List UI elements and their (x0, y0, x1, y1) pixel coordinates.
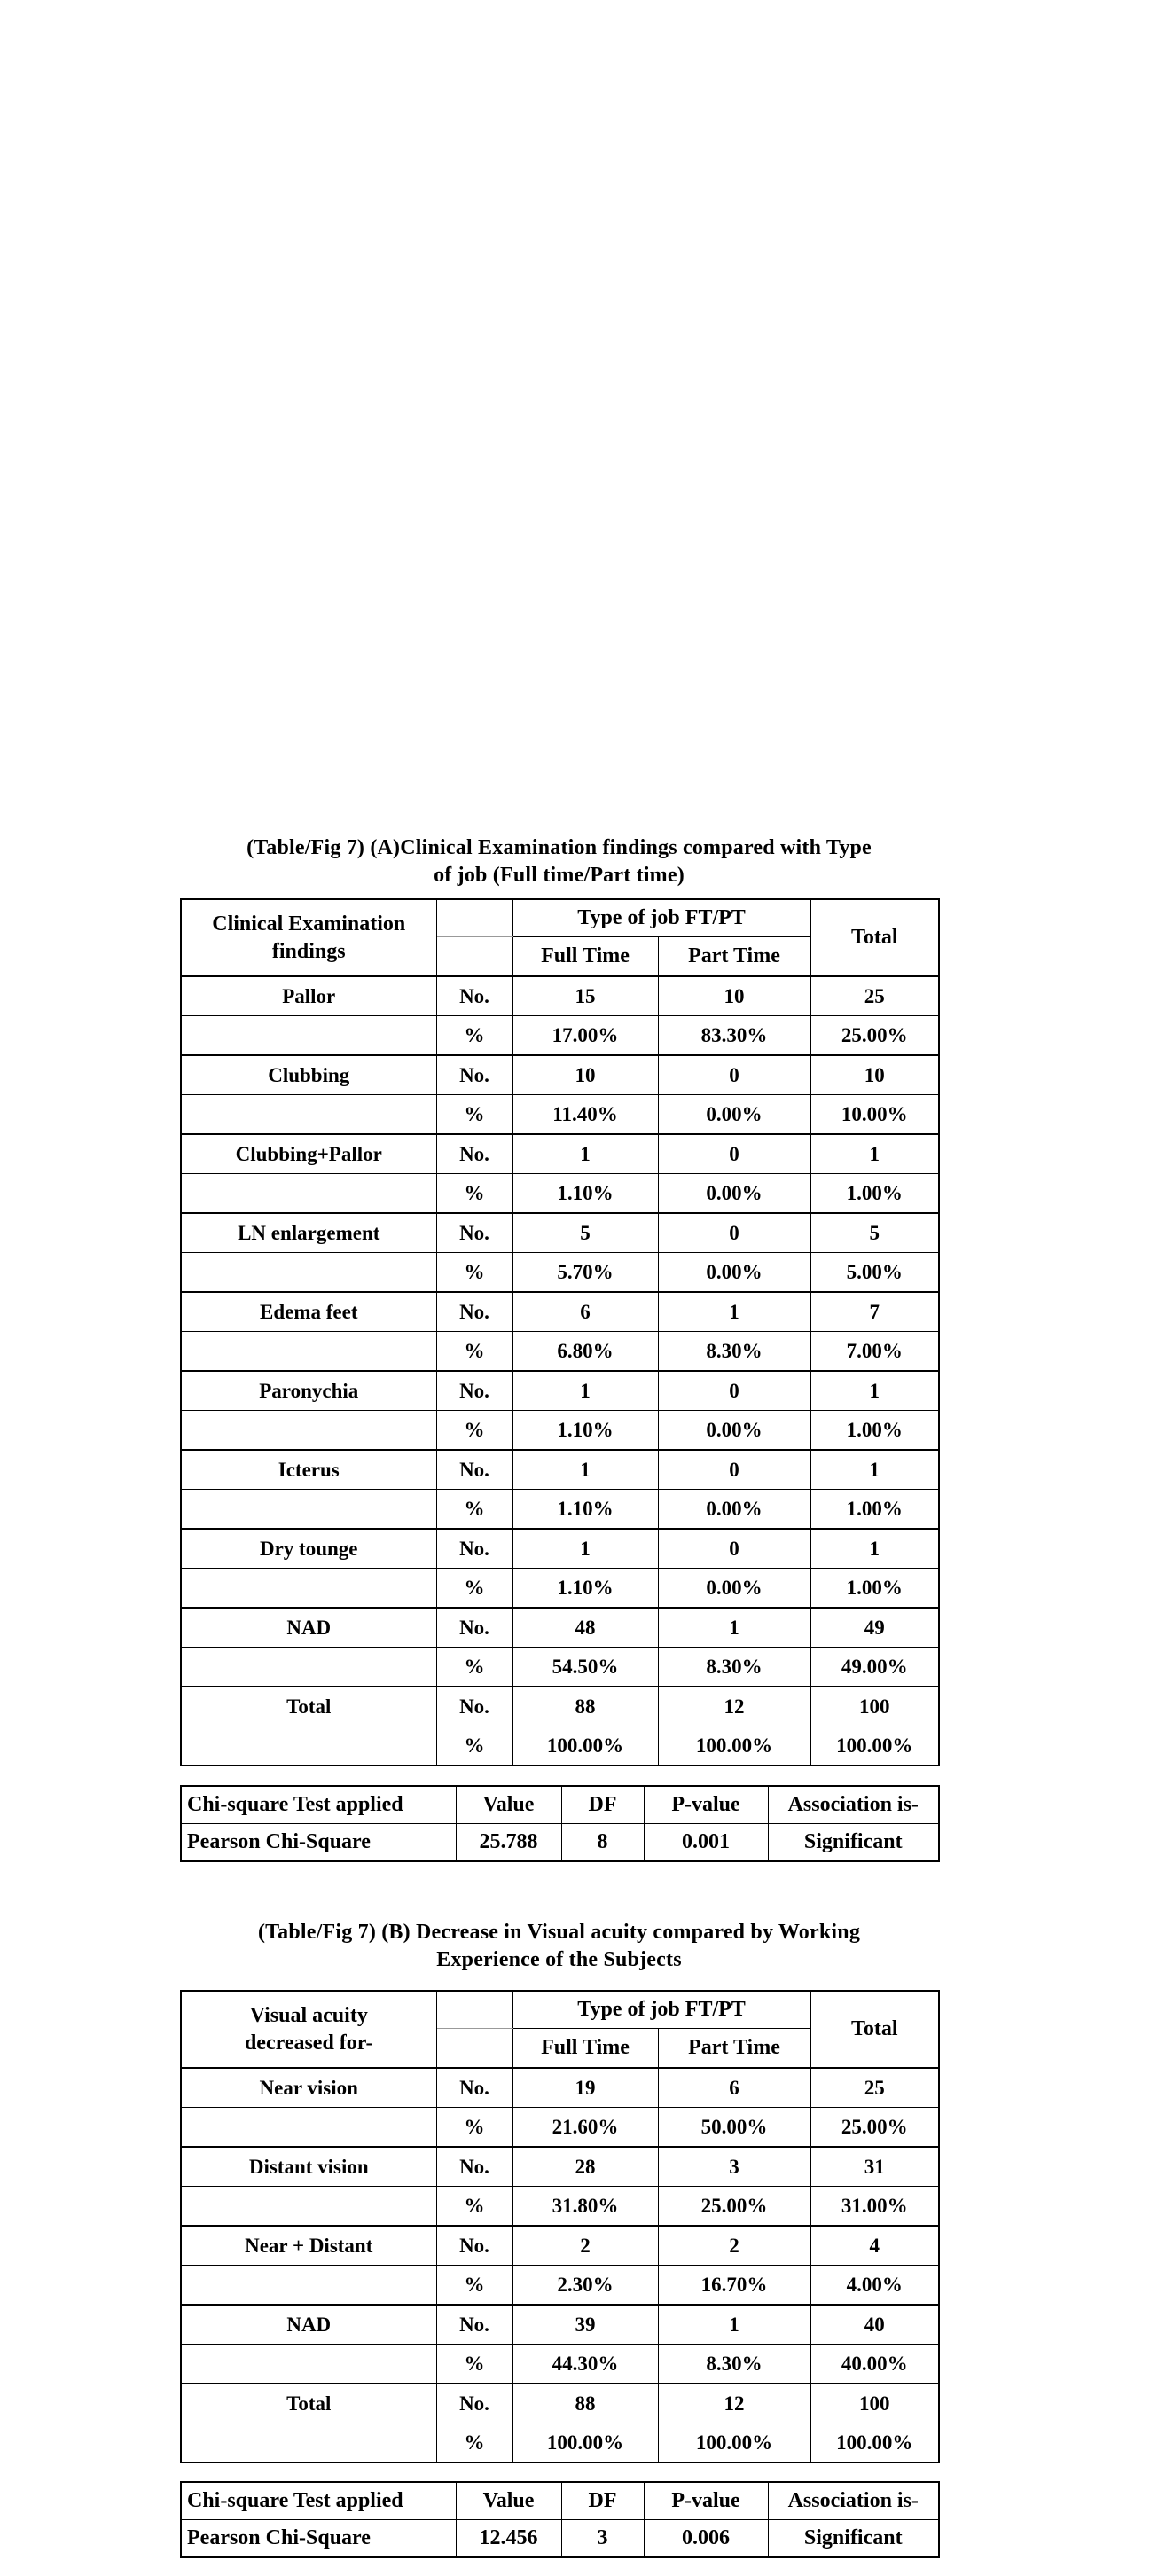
count-row (181, 1529, 939, 1569)
full-time-cell: 39 (512, 2305, 658, 2345)
chi-header-df: DF (561, 1786, 644, 1824)
part-time-cell: 12 (658, 2384, 810, 2423)
col-header-findings-line2: findings (271, 939, 346, 963)
percent-row (181, 1726, 939, 1766)
measure-cell: No. (436, 2384, 512, 2423)
full-time-cell: 2 (512, 2226, 658, 2266)
full-time-cell: 28 (512, 2147, 658, 2187)
count-row (181, 1292, 939, 1332)
full-time-cell: 1.10% (512, 1490, 658, 1530)
percent-row (181, 1253, 939, 1293)
count-row (181, 1450, 939, 1490)
percent-row (181, 2266, 939, 2306)
count-row (181, 2068, 939, 2108)
row-label-cell (181, 1174, 436, 1214)
full-time-cell: 88 (512, 2384, 658, 2423)
full-time-cell: 54.50% (512, 1648, 658, 1687)
chi-pvalue: 0.001 (644, 1824, 768, 1862)
measure-cell: % (436, 2187, 512, 2227)
row-label-cell: Total (181, 2384, 436, 2423)
table-a-title-line2: of job (Full time/Part time) (434, 864, 685, 887)
chi-square-table-b (180, 2481, 940, 2558)
count-row (181, 1213, 939, 1253)
full-time-cell: 1 (512, 1529, 658, 1569)
row-label-cell (181, 1095, 436, 1135)
chi-header-pvalue: P-value (644, 2482, 768, 2520)
row-label-cell: Pallor (181, 976, 436, 1016)
header-row-1 (181, 1991, 939, 2029)
part-time-cell: 0.00% (658, 1490, 810, 1530)
col-header-job-type: Type of job FT/PT (512, 1991, 810, 2029)
row-label-cell (181, 1490, 436, 1530)
percent-row (181, 1569, 939, 1609)
chi-pvalue: 0.006 (644, 2520, 768, 2558)
measure-cell: % (436, 1726, 512, 1766)
row-label-cell: LN enlargement (181, 1213, 436, 1253)
full-time-cell: 44.30% (512, 2345, 658, 2384)
total-cell: 1.00% (810, 1569, 939, 1609)
col-header-job-type: Type of job FT/PT (512, 899, 810, 937)
row-label-cell: Near + Distant (181, 2226, 436, 2266)
count-row (181, 1608, 939, 1648)
part-time-cell: 0 (658, 1134, 810, 1174)
part-time-cell: 1 (658, 2305, 810, 2345)
chi-value: 12.456 (456, 2520, 561, 2558)
row-label-cell (181, 1253, 436, 1293)
row-label-cell: Clubbing+Pallor (181, 1134, 436, 1174)
part-time-cell: 0 (658, 1213, 810, 1253)
measure-cell: No. (436, 976, 512, 1016)
total-cell: 5 (810, 1213, 939, 1253)
row-label-cell: Edema feet (181, 1292, 436, 1332)
total-cell: 7 (810, 1292, 939, 1332)
percent-row (181, 1095, 939, 1135)
part-time-cell: 0.00% (658, 1411, 810, 1451)
count-row (181, 1687, 939, 1726)
row-label-cell: Total (181, 1687, 436, 1726)
measure-cell: No. (436, 1371, 512, 1411)
table-a-title-line1: (Table/Fig 7) (A)Clinical Examination findings compared with Type (246, 836, 872, 859)
full-time-cell: 31.80% (512, 2187, 658, 2227)
count-row (181, 2384, 939, 2423)
part-time-cell: 10 (658, 976, 810, 1016)
col-header-full-time: Full Time (512, 937, 658, 977)
part-time-cell: 0.00% (658, 1095, 810, 1135)
row-label-cell (181, 2266, 436, 2306)
chi-header-value: Value (456, 1786, 561, 1824)
part-time-cell: 100.00% (658, 1726, 810, 1766)
chi-value-row (181, 2520, 939, 2558)
row-label-cell: Near vision (181, 2068, 436, 2108)
measure-cell: % (436, 1648, 512, 1687)
chi-header-test: Chi-square Test applied (181, 1786, 456, 1824)
total-cell: 100 (810, 2384, 939, 2423)
part-time-cell: 1 (658, 1292, 810, 1332)
part-time-cell: 0.00% (658, 1253, 810, 1293)
chi-header-association: Association is- (768, 2482, 939, 2520)
row-label-cell (181, 1648, 436, 1687)
part-time-cell: 0.00% (658, 1569, 810, 1609)
full-time-cell: 1 (512, 1134, 658, 1174)
blank-header-cell (436, 899, 512, 937)
measure-cell: No. (436, 1450, 512, 1490)
col-header-visual-acuity-line1: Visual acuity (249, 2003, 368, 2027)
total-cell: 5.00% (810, 1253, 939, 1293)
visual-acuity-table (180, 1990, 940, 2463)
row-label-cell (181, 1332, 436, 1372)
total-cell: 49.00% (810, 1648, 939, 1687)
row-label-cell: Distant vision (181, 2147, 436, 2187)
percent-row (181, 1332, 939, 1372)
part-time-cell: 83.30% (658, 1016, 810, 1056)
total-cell: 1 (810, 1529, 939, 1569)
measure-cell: No. (436, 2226, 512, 2266)
part-time-cell: 1 (658, 1608, 810, 1648)
part-time-cell: 2 (658, 2226, 810, 2266)
total-cell: 25.00% (810, 2108, 939, 2148)
full-time-cell: 15 (512, 976, 658, 1016)
row-label-cell: NAD (181, 2305, 436, 2345)
count-row (181, 1055, 939, 1095)
full-time-cell: 6.80% (512, 1332, 658, 1372)
blank-header-cell (436, 1991, 512, 2029)
chi-header-row (181, 1786, 939, 1824)
percent-row (181, 1174, 939, 1214)
part-time-cell: 0 (658, 1450, 810, 1490)
col-header-visual-acuity-line2: decreased for- (244, 2031, 373, 2055)
clinical-findings-table (180, 898, 940, 1766)
part-time-cell: 0 (658, 1055, 810, 1095)
total-cell: 100.00% (810, 1726, 939, 1766)
part-time-cell: 25.00% (658, 2187, 810, 2227)
total-cell: 100.00% (810, 2423, 939, 2463)
chi-value-row (181, 1824, 939, 1862)
part-time-cell: 8.30% (658, 1332, 810, 1372)
total-cell: 4 (810, 2226, 939, 2266)
measure-cell: % (436, 1569, 512, 1609)
total-cell: 25.00% (810, 1016, 939, 1056)
total-cell: 10.00% (810, 1095, 939, 1135)
full-time-cell: 100.00% (512, 1726, 658, 1766)
table-b-title-line1: (Table/Fig 7) (B) Decrease in Visual acuity compared by Working (257, 1921, 861, 1944)
part-time-cell: 0.00% (658, 1174, 810, 1214)
percent-row (181, 2423, 939, 2463)
chi-header-pvalue: P-value (644, 1786, 768, 1824)
total-cell: 100 (810, 1687, 939, 1726)
percent-row (181, 1016, 939, 1056)
full-time-cell: 1 (512, 1371, 658, 1411)
chi-association: Significant (768, 2520, 939, 2558)
full-time-cell: 2.30% (512, 2266, 658, 2306)
row-label-cell: Clubbing (181, 1055, 436, 1095)
percent-row (181, 1490, 939, 1530)
total-cell: 4.00% (810, 2266, 939, 2306)
col-header-full-time: Full Time (512, 2029, 658, 2069)
row-label-cell: Icterus (181, 1450, 436, 1490)
full-time-cell: 19 (512, 2068, 658, 2108)
measure-cell: % (436, 1332, 512, 1372)
full-time-cell: 100.00% (512, 2423, 658, 2463)
measure-cell: % (436, 2108, 512, 2148)
total-cell: 1 (810, 1371, 939, 1411)
row-label-cell (181, 1016, 436, 1056)
row-label-cell: Paronychia (181, 1371, 436, 1411)
measure-cell: % (436, 2423, 512, 2463)
table-b-title (180, 1919, 938, 1974)
measure-cell: No. (436, 2305, 512, 2345)
chi-value: 25.788 (456, 1824, 561, 1862)
measure-cell: % (436, 1095, 512, 1135)
count-row (181, 2226, 939, 2266)
row-label-cell (181, 2108, 436, 2148)
measure-cell: % (436, 1411, 512, 1451)
row-label-cell (181, 1569, 436, 1609)
chi-header-value: Value (456, 2482, 561, 2520)
row-label-cell (181, 1726, 436, 1766)
chi-header-test: Chi-square Test applied (181, 2482, 456, 2520)
total-cell: 31 (810, 2147, 939, 2187)
full-time-cell: 5 (512, 1213, 658, 1253)
part-time-cell: 16.70% (658, 2266, 810, 2306)
col-header-total: Total (810, 1991, 939, 2068)
count-row (181, 2305, 939, 2345)
measure-cell: No. (436, 1687, 512, 1726)
measure-cell: No. (436, 1608, 512, 1648)
part-time-cell: 8.30% (658, 2345, 810, 2384)
measure-cell: % (436, 1490, 512, 1530)
part-time-cell: 100.00% (658, 2423, 810, 2463)
part-time-cell: 8.30% (658, 1648, 810, 1687)
chi-header-df: DF (561, 2482, 644, 2520)
part-time-cell: 12 (658, 1687, 810, 1726)
total-cell: 49 (810, 1608, 939, 1648)
chi-header-row (181, 2482, 939, 2520)
percent-row (181, 1411, 939, 1451)
total-cell: 7.00% (810, 1332, 939, 1372)
header-row-1 (181, 899, 939, 937)
percent-row (181, 2345, 939, 2384)
full-time-cell: 5.70% (512, 1253, 658, 1293)
count-row (181, 976, 939, 1016)
count-row (181, 2147, 939, 2187)
part-time-cell: 50.00% (658, 2108, 810, 2148)
total-cell: 1 (810, 1450, 939, 1490)
chi-df: 8 (561, 1824, 644, 1862)
total-cell: 1.00% (810, 1490, 939, 1530)
total-cell: 25 (810, 2068, 939, 2108)
chi-test-name: Pearson Chi-Square (181, 2520, 456, 2558)
row-label-cell (181, 2423, 436, 2463)
measure-cell: No. (436, 1134, 512, 1174)
table-a-title (180, 834, 938, 889)
total-cell: 1.00% (810, 1411, 939, 1451)
percent-row (181, 2187, 939, 2227)
chi-header-association: Association is- (768, 1786, 939, 1824)
col-header-findings (181, 899, 436, 976)
measure-cell: No. (436, 2147, 512, 2187)
full-time-cell: 88 (512, 1687, 658, 1726)
row-label-cell: NAD (181, 1608, 436, 1648)
full-time-cell: 1.10% (512, 1569, 658, 1609)
count-row (181, 1371, 939, 1411)
part-time-cell: 3 (658, 2147, 810, 2187)
col-header-findings-line1: Clinical Examination (212, 912, 406, 936)
row-label-cell: Dry tounge (181, 1529, 436, 1569)
full-time-cell: 1.10% (512, 1174, 658, 1214)
total-cell: 40 (810, 2305, 939, 2345)
full-time-cell: 17.00% (512, 1016, 658, 1056)
col-header-visual-acuity (181, 1991, 436, 2068)
measure-cell: % (436, 2266, 512, 2306)
row-label-cell (181, 2345, 436, 2384)
full-time-cell: 1.10% (512, 1411, 658, 1451)
total-cell: 25 (810, 976, 939, 1016)
blank-header-cell (436, 2029, 512, 2069)
chi-square-table-a (180, 1785, 940, 1862)
full-time-cell: 21.60% (512, 2108, 658, 2148)
chi-test-name: Pearson Chi-Square (181, 1824, 456, 1862)
col-header-part-time: Part Time (658, 2029, 810, 2069)
total-cell: 1 (810, 1134, 939, 1174)
measure-cell: No. (436, 1292, 512, 1332)
measure-cell: % (436, 1253, 512, 1293)
full-time-cell: 10 (512, 1055, 658, 1095)
measure-cell: No. (436, 2068, 512, 2108)
total-cell: 31.00% (810, 2187, 939, 2227)
full-time-cell: 11.40% (512, 1095, 658, 1135)
measure-cell: No. (436, 1055, 512, 1095)
part-time-cell: 0 (658, 1371, 810, 1411)
total-cell: 40.00% (810, 2345, 939, 2384)
measure-cell: % (436, 1016, 512, 1056)
row-label-cell (181, 2187, 436, 2227)
part-time-cell: 0 (658, 1529, 810, 1569)
total-cell: 10 (810, 1055, 939, 1095)
part-time-cell: 6 (658, 2068, 810, 2108)
col-header-total: Total (810, 899, 939, 976)
percent-row (181, 2108, 939, 2148)
full-time-cell: 48 (512, 1608, 658, 1648)
full-time-cell: 6 (512, 1292, 658, 1332)
full-time-cell: 1 (512, 1450, 658, 1490)
blank-header-cell (436, 937, 512, 977)
row-label-cell (181, 1411, 436, 1451)
measure-cell: % (436, 1174, 512, 1214)
percent-row (181, 1648, 939, 1687)
col-header-part-time: Part Time (658, 937, 810, 977)
chi-association: Significant (768, 1824, 939, 1862)
count-row (181, 1134, 939, 1174)
table-b-title-line2: Experience of the Subjects (436, 1948, 682, 1971)
measure-cell: % (436, 2345, 512, 2384)
measure-cell: No. (436, 1213, 512, 1253)
chi-df: 3 (561, 2520, 644, 2558)
total-cell: 1.00% (810, 1174, 939, 1214)
measure-cell: No. (436, 1529, 512, 1569)
